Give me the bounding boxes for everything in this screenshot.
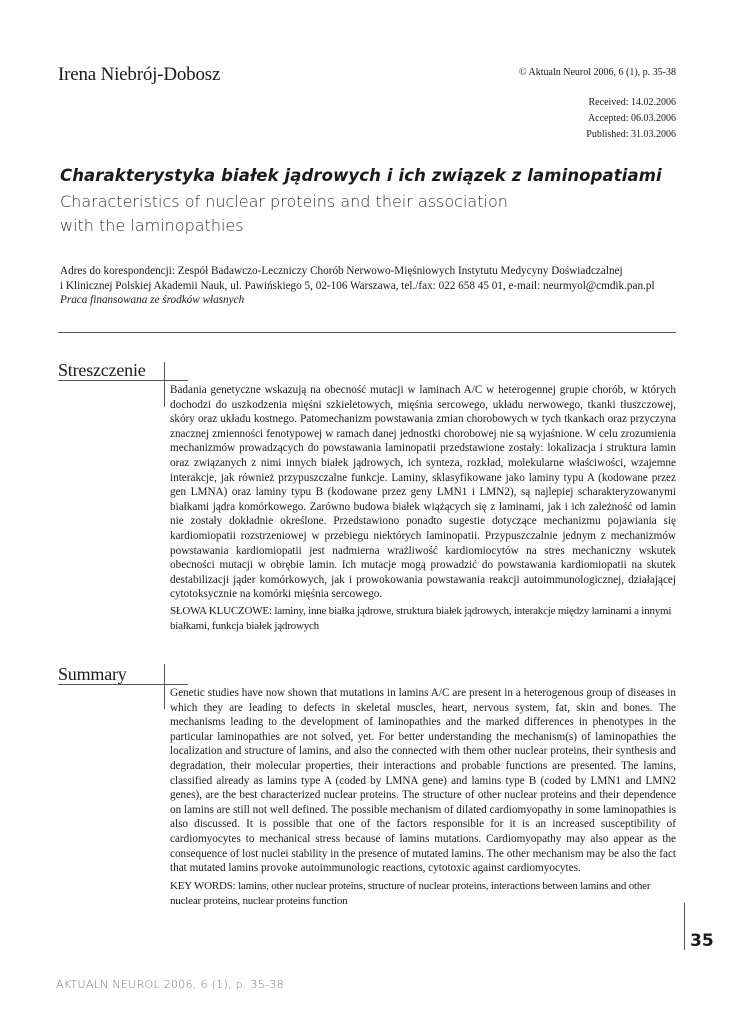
correspondence-line1: Adres do korespondencji: Zespół Badawczo-Leczniczy Chorób Nerwowo-Mięśniowych Instytutu Medycyny Doświadczalnej — [60, 265, 623, 277]
streszczenie-vline — [164, 362, 165, 407]
author-name: Irena Niebrój-Dobosz — [58, 64, 221, 85]
funding-note: Praca finansowana ze środków własnych — [60, 294, 245, 306]
accepted-date — [588, 113, 676, 124]
correspondence-line2: i Klinicznej Polskiej Akademii Nauk, ul. Pawińskiego 5, 02-106 Warszawa, tel./fax: 022 658 45 01, e-mail: neurmyol@cmdik.pan.pl — [60, 279, 655, 292]
streszczenie-body: Badania genetyczne wskazują na obecność mutacji w laminach A/C w heterogennej grupie chorób, w których dochodzi do uszkodzenia mięśni szkieletowych, mięśnia sercowego, układu nerwowego, tkanki tłuszczowej, skóry oraz układu kostnego. Patomechanizm powstawania zmian chorobowych w tych tkankach oraz przyczyna znacznej zmienności fenotypowej w ramach danej jednostki chorobowej nie są wyjaśnione. W celu zrozumienia mechanizmów prowadzących do powstawania laminopatii przedstawione zostały: lokalizacja i struktura lamin oraz związanych z nimi innych białek jądrowych, ich synteza, rozkład, molekularne właściwości, wzajemne interakcje, jak również przypuszczalne funkcje. Laminy, sklasyfikowane jako laminy typu A (kodowane przez gen LMNA) oraz laminy typu B (kodowane przez geny LMN1 i LMN2), są najlepiej scharakteryzowanymi białkami jądra komórkowego. Zarówno budowa białek wiążących się z laminami, jak i ich zależność od lamin nie zostały dokładnie określone. Przedstawiono ponadto sugestie dotyczące mechanizmu pojawiania się kardiomiopatii rozstrzeniowej w przebiegu niektórych laminopatii. Przypuszczalnie jednym z mechanizmów powstawania kardiomiopatii jest nadmierna wrażliwość kardiomiocytów na stres mechaniczny wskutek obecności mutacji w obrębie lamin. Ich mutacje mogą prowadzić do powstawania kardiomiopatii na skutek destabilizacji jąder komórkowych, jak i prowokowania powstawania reakcji autoimmunologicznej, działającej cytotoksycznie na komórki mięśnia sercowego. — [170, 384, 676, 601]
divider — [58, 332, 676, 333]
citation: © Aktualn Neurol 2006, 6 (1), p. 35-38 — [518, 67, 676, 78]
summary-underline — [58, 684, 188, 685]
streszczenie-keywords: SŁOWA KLUCZOWE: laminy, inne białka jądrowe, struktura białek jądrowych, interakcje między laminami a innymi białkami, funkcja białek jądrowych — [170, 605, 672, 632]
received-label: Received: — [588, 97, 629, 108]
summary-vline — [164, 664, 165, 709]
correspondence-address — [60, 264, 685, 293]
published-label: Published: — [586, 129, 629, 140]
received-value: 14.02.2006 — [631, 97, 676, 108]
streszczenie-underline — [58, 380, 188, 381]
page-number-rule — [684, 903, 685, 950]
summary-keywords: KEY WORDS: lamins, other nuclear proteins, structure of nuclear proteins, interactions between lamins and other nuclear proteins, nuclear proteins function — [170, 880, 651, 907]
title-english-line2: with the laminopathies — [60, 216, 244, 235]
page-number: 35 — [690, 931, 714, 951]
accepted-label: Accepted: — [587, 113, 629, 124]
footer-journal: AKTUALN NEUROL 2006, 6 (1), p. 35-38 — [56, 978, 284, 991]
summary-heading: Summary — [58, 664, 127, 684]
published-date — [586, 129, 676, 140]
title-polish: Charakterystyka białek jądrowych i ich związek z laminopatiami — [60, 166, 662, 185]
published-value: 31.03.2006 — [631, 129, 676, 140]
accepted-value: 06.03.2006 — [631, 113, 676, 124]
streszczenie-heading: Streszczenie — [58, 360, 146, 380]
summary-body: Genetic studies have now shown that mutations in lamins A/C are present in a heterogenous group of diseases in which they are leading to defects in skeletal muscles, heart, nervous system, fat, skin and bones. The mechanisms leading to the development of laminopathies and the marked differences in phenotypes in the particular laminopathies are not solved, yet. For better understanding the mechanism(s) of laminopathies the localization and structure of lamins, and also the connected with them other nuclear proteins, their synthesis and degradation, their molecular properties, their interactions and probable functions are presented. The lamins, classified already as lamins type A (coded by LMNA gene) and lamins type B (coded by LMN1 and LMN2 genes), are the best characterized nuclear proteins. The structure of other nuclear proteins and their dependence on lamins are still not well defined. The possible mechanism of dilated cardiomyopathy in some laminopathies is also discussed. It is possible that one of the factors responsible for it is an increased susceptibility of cardiomyocytes to mechanical stress because of lamins mutations. Cardiomyopathy may also appear as the consequence of lost nuclei stability in the presence of mutated lamins. The other mechanism may be also the fact that mutated lamins provoke autoimmunologic reactions, cytotoxic against cardiomyocytes. — [170, 687, 676, 875]
title-english-line1: Characteristics of nuclear proteins and their association — [60, 192, 508, 211]
received-date — [589, 97, 676, 108]
